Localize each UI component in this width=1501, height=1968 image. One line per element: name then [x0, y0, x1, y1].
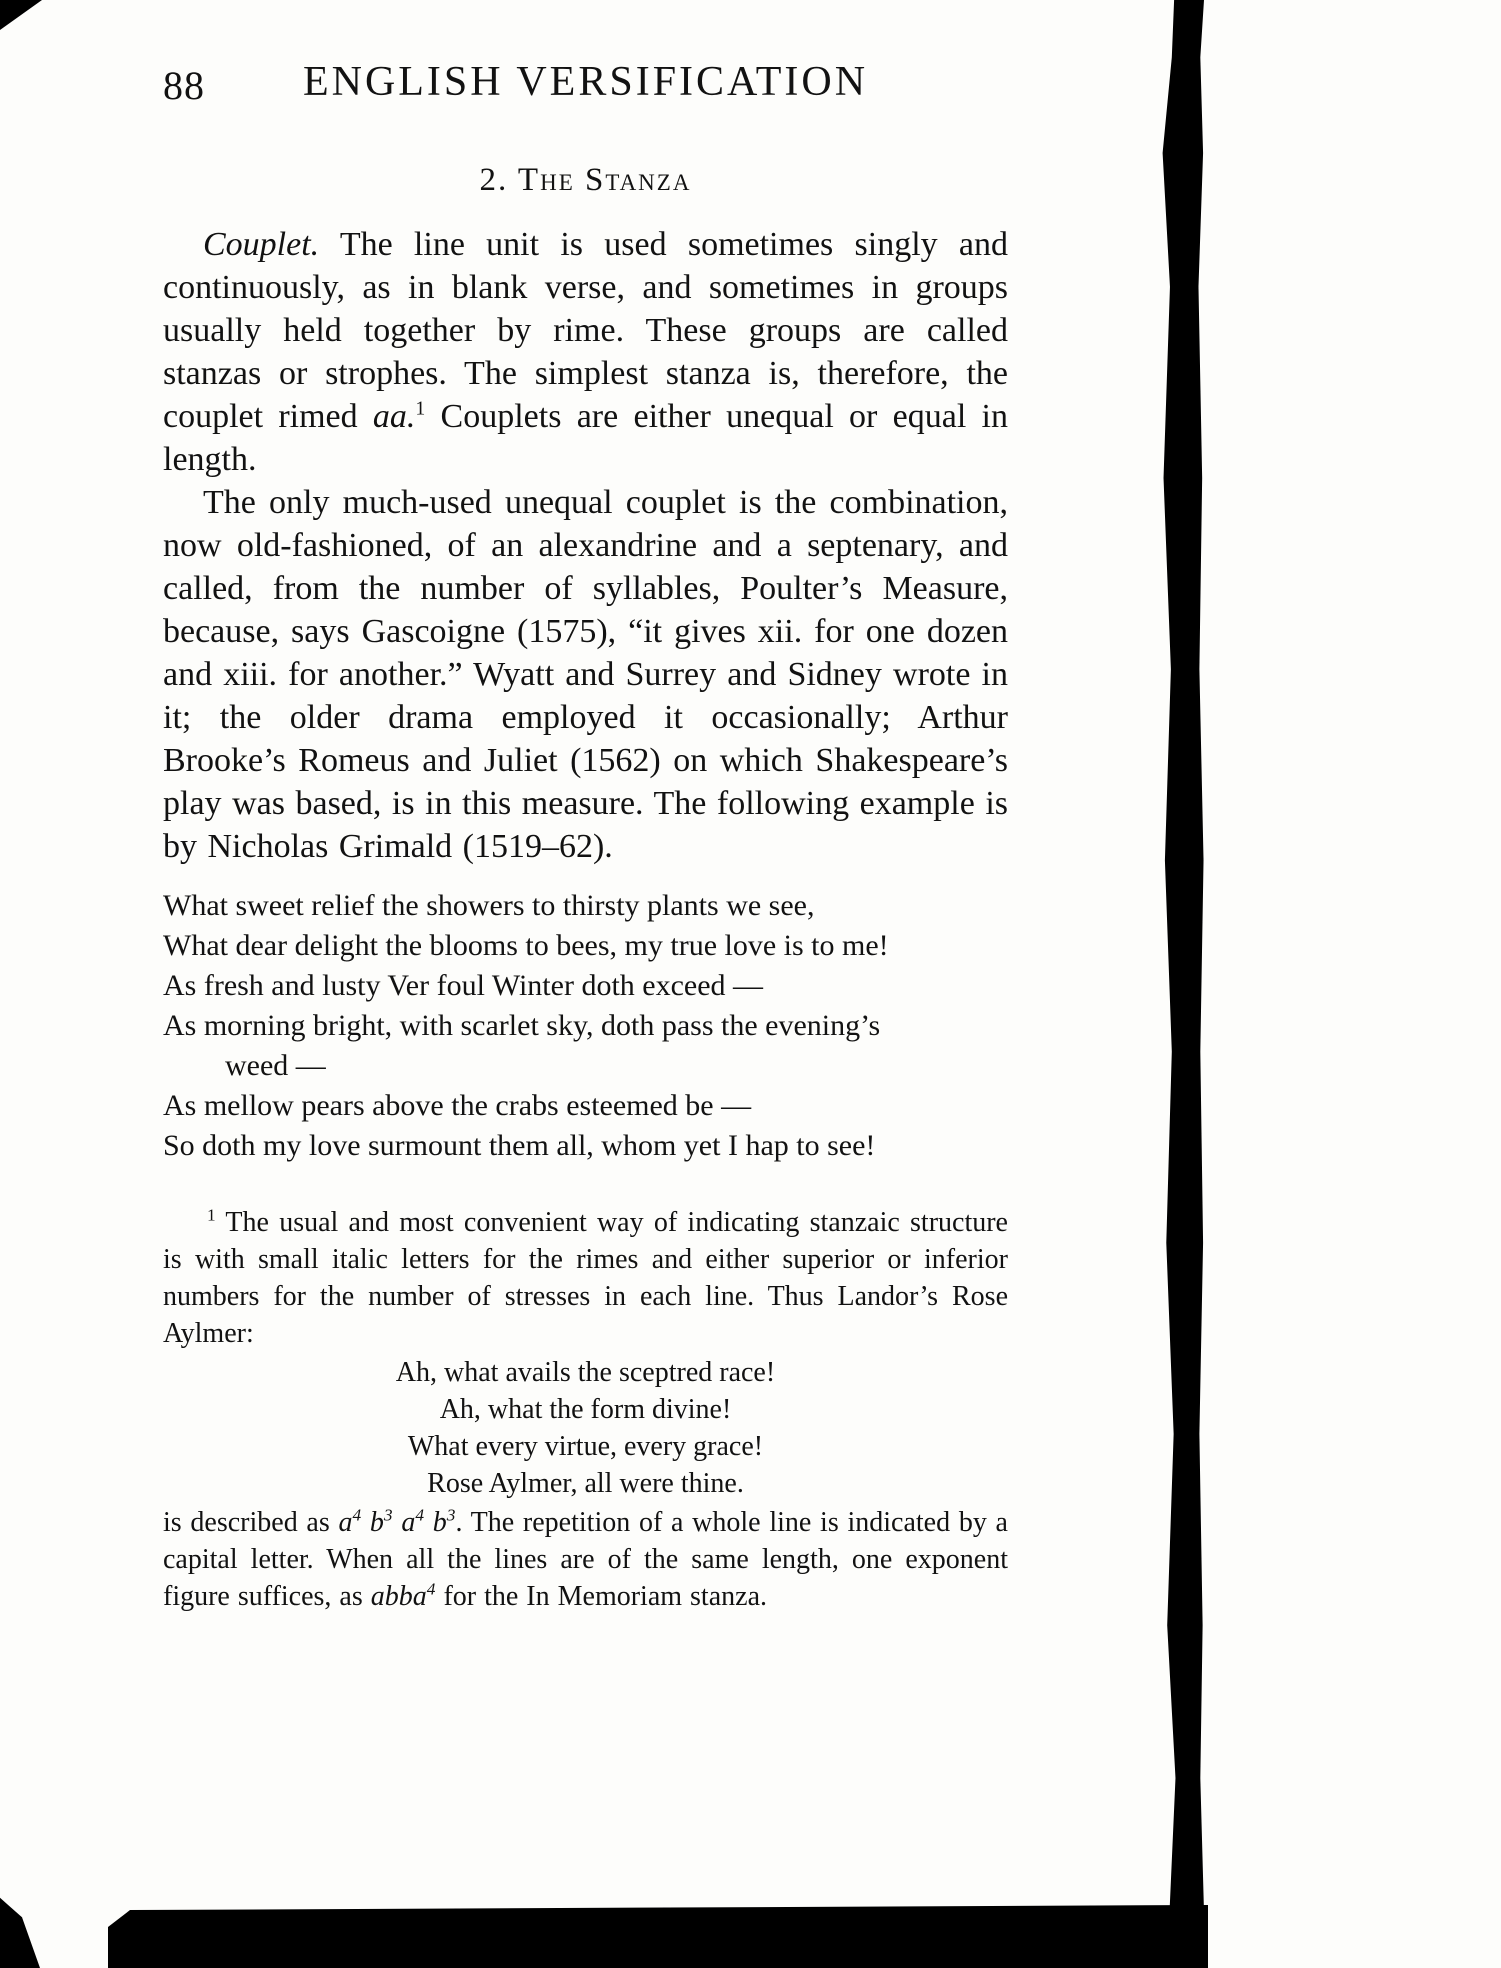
couplet-term: Couplet.: [203, 226, 320, 263]
footnote-intro: [163, 1204, 1008, 1352]
footnote-text: The usual and most convenient way of indicating stanzaic structure is with small italic letters for the rimes and either superior or inferior numbers for the number of stresses in each line. Thus Landor’s Rose Aylmer:: [163, 1207, 1008, 1349]
formula-exponent: 3: [383, 1505, 393, 1525]
paragraph-couplet: [163, 223, 1008, 481]
formula-letter: a: [338, 1507, 353, 1538]
verse-line: So doth my love surmount them all, whom yet I hap to see!: [163, 1129, 876, 1162]
formula-letter: a: [392, 1507, 416, 1538]
scan-bottom-artifact: [108, 1905, 1208, 1968]
footnote-verse: [163, 1354, 1008, 1502]
paragraph-text: Couplets are either unequal or equal in length.: [163, 398, 1008, 478]
verse-line: What dear delight the blooms to bees, my true love is to me!: [163, 929, 889, 962]
scan-corner-bottom-left-artifact: [0, 1890, 40, 1968]
running-title: ENGLISH VERSIFICATION: [302, 59, 869, 105]
formula-exponent: 4: [352, 1505, 362, 1525]
paragraph-text: The line unit is used sometimes singly and continuously, as in blank verse, and sometimes in groups usually held together by rime. These groups are called stanzas or strophes. The simplest stanza is, therefore, the couplet rimed: [163, 226, 1008, 435]
verse-line-continuation: weed —: [225, 1049, 326, 1082]
footnote-verse-line: What every virtue, every grace!: [407, 1431, 764, 1462]
footnote-verse-line: Rose Aylmer, all were thine.: [427, 1468, 744, 1499]
scan-edge-artifact: [1158, 0, 1204, 1912]
footnote-text: for the In Memoriam stanza.: [435, 1581, 767, 1612]
formula-letter: b: [361, 1507, 384, 1538]
rime-formula: [338, 1507, 455, 1538]
verse-line: As mellow pears above the crabs esteemed be —: [163, 1089, 752, 1122]
footnote-reference: 1: [415, 397, 426, 420]
scan-corner-top-left-artifact: [0, 0, 42, 30]
formula-letter: abba: [370, 1581, 427, 1612]
formula-exponent: 4: [426, 1579, 436, 1599]
verse-quotation: [163, 886, 1008, 1166]
paragraph-poulters-measure: The only much-used unequal couplet is the combination, now old-fashioned, of an alexandrine and a septenary, and called, from the number of syllables, Poulter’s Measure, because, says Gascoigne (1575), “it gives xii. for one dozen and xiii. for another.” Wyatt and Surrey and Sidney wrote in it; the older drama employed it occasionally; Arthur Brooke’s Romeus and Juliet (1562) on which Shakespeare’s play was based, is in this measure. The following example is by Nicholas Grimald (1519–62).: [163, 484, 1008, 865]
footnote-marker: 1: [207, 1205, 216, 1225]
formula-letter: b: [424, 1507, 447, 1538]
rime-scheme: aa.: [372, 398, 416, 435]
verse-line: As fresh and lusty Ver foul Winter doth exceed —: [163, 969, 764, 1002]
footnote-tail: [163, 1504, 1008, 1615]
rime-formula-abba: [371, 1581, 436, 1612]
footnote-text: . The repetition of a whole line is indicated by a capital letter. When all the lines are of the same length, one exponent figure suffices, as: [163, 1507, 1008, 1612]
page-header: [163, 58, 1008, 112]
page-number: 88: [163, 63, 205, 108]
footnote-verse-line: Ah, what avails the sceptred race!: [395, 1357, 776, 1388]
footnote-text: is described as: [163, 1507, 339, 1538]
formula-exponent: 4: [415, 1505, 425, 1525]
verse-line: As morning bright, with scarlet sky, doth pass the evening’s: [163, 1009, 881, 1042]
section-heading: 2. The Stanza: [479, 162, 692, 198]
footnote: [163, 1204, 1008, 1615]
verse-line: What sweet relief the showers to thirsty plants we see,: [163, 889, 815, 922]
book-page: [163, 58, 1008, 1615]
footnote-verse-line: Ah, what the form divine!: [439, 1394, 732, 1425]
formula-exponent: 3: [446, 1505, 456, 1525]
